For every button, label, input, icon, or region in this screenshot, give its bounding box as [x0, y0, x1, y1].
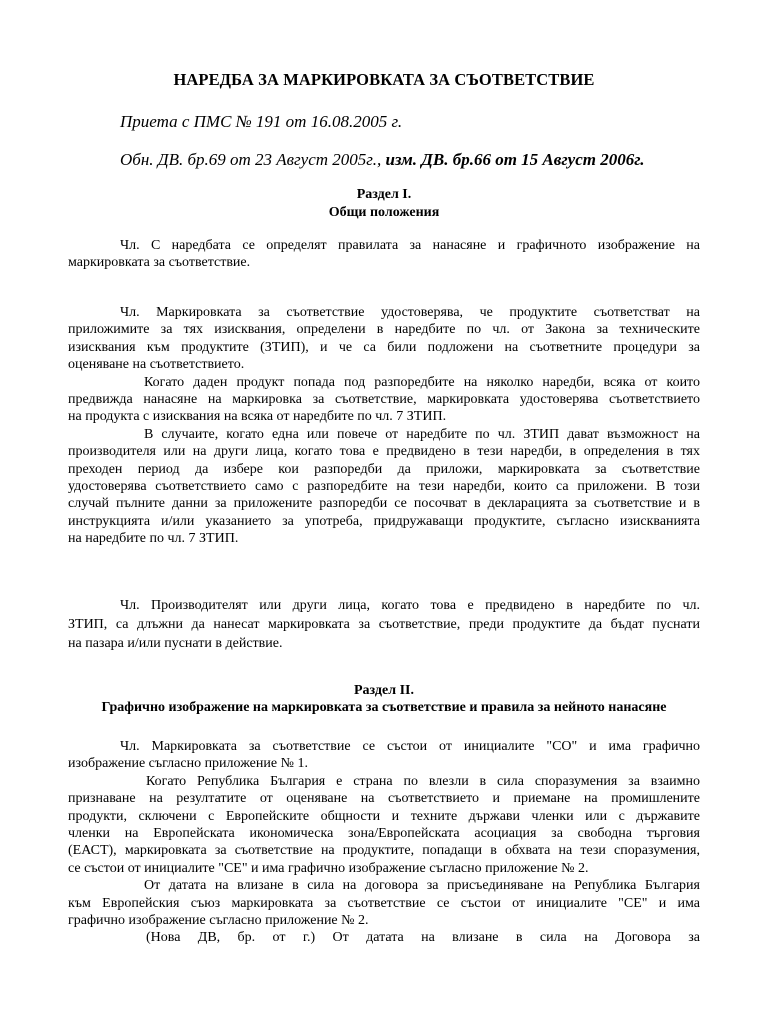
text-line: производителя или на други лица, когато това е предвидено в тези наредби, в определения в тях: [68, 444, 700, 460]
text-line: (ЕАСТ), маркировката за съответствие на продуктите, попадащи в обхвата на тези споразумения,: [68, 843, 700, 859]
adoption-line: Приета с ПМС № 191 от 16.08.2005 г.: [120, 112, 403, 131]
text-line: членки на Европейската икономическа зона/Европейската асоциация за свободна търговия: [68, 826, 700, 842]
text-line: ЗТИП, са длъжни да нанесат маркировката за съответствие, преди продуктите да бъдат пуснати: [68, 617, 700, 632]
text-line: Когато даден продукт попада под разпоредбите на няколко наредби, всяка от които: [144, 374, 700, 390]
article-paragraph-3: [68, 596, 700, 653]
text-line: Чл. Маркировката за съответствие се състои от инициалите "СО" и има графично: [120, 739, 700, 754]
text-line: се състои от инициалите "СЕ" и има графично изображение съгласно приложение № 2.: [68, 860, 589, 876]
document-title: НАРЕДБА ЗА МАРКИРОВКАТА ЗА СЪОТВЕТСТВИЕ: [173, 70, 595, 89]
section-2-subheading: Графично изображение на маркировката за съответствие и правила за нейното нанасяне: [101, 700, 667, 715]
text-line: удостоверява съответствието само с разпоредбите на тези наредби, които са приложени. В този: [68, 479, 700, 495]
article-paragraph-4: [68, 738, 700, 947]
amendment-text: изм. ДВ. бр.66 от 15 Август 2006г.: [385, 150, 645, 169]
text-line: графично изображение съгласно приложение № 2.: [68, 913, 369, 929]
section-1-heading: Раздел I.: [356, 187, 412, 202]
text-line: на продукта с изисквания на всяка от наредбите по чл. 7 ЗТИП.: [68, 409, 447, 425]
text-line: към Европейския съюз маркировката за съответствие се състои от инициалите "СЕ" и има: [68, 895, 700, 911]
text-line: Когато Република България е страна по влезли в сила споразумения за взаимно: [146, 773, 700, 789]
publication-line: [120, 150, 645, 170]
text-line: (Нова ДВ, бр. от г.) От датата на влизане в сила на Договора за: [146, 930, 700, 946]
text-line: маркировката за съответствие.: [68, 255, 251, 271]
text-line: Чл. С наредбата се определят правилата за нанасяне и графичното изображение на: [120, 238, 700, 253]
text-line: признаване на резултатите от оценяване на съответствието и приемане на промишлените: [68, 791, 700, 807]
text-line: оценяване на съответствието.: [68, 357, 245, 373]
article-paragraph-2: [68, 304, 700, 548]
text-line: Чл. Маркировката за съответствие удостоверява, че продуктите съответстват на: [120, 305, 700, 320]
section-1-subheading: Общи положения: [328, 205, 440, 220]
publication-text: Обн. ДВ. бр.69 от 23 Август 2005г.,: [120, 150, 382, 169]
text-line: От датата на влизане в сила на договора за присъединяване на Република България: [144, 878, 700, 894]
text-line: Чл. Производителят или други лица, когато това е предвидено в наредбите по чл.: [120, 598, 700, 613]
text-line: преходен период да избере кои разпоредби да приложи, маркировката за съответствие: [68, 461, 700, 477]
text-line: изисквания към продуктите (ЗТИП), и че са били подложени на съответните процедури за: [68, 339, 700, 355]
article-paragraph-1: [68, 237, 700, 272]
section-2-heading: Раздел II.: [354, 683, 414, 698]
text-line: приложимите за тях изисквания, определени в наредбите по чл. от Закона за техническите: [68, 322, 700, 338]
text-line: на пазара и/или пуснати в действие.: [68, 636, 283, 651]
text-line: продукти, сключени с Европейските общности и техните държави членки или с държавите: [68, 808, 700, 824]
text-line: инструкцията и/или указанието за употреба, придружаващи продуктите, съгласно изискванията: [68, 513, 700, 529]
text-line: случай пълните данни за приложените разпоредби се посочват в декларацията за съответствие и в: [68, 496, 700, 512]
text-line: В случаите, когато една или повече от наредбите по чл. ЗТИП дават възможност на: [144, 426, 700, 442]
text-line: предвижда нанасяне на маркировка за съответствие, маркировката удостоверява съответствието: [68, 392, 700, 408]
text-line: изображение съгласно приложение № 1.: [68, 756, 308, 772]
text-line: на наредбите по чл. 7 ЗТИП.: [68, 531, 239, 547]
